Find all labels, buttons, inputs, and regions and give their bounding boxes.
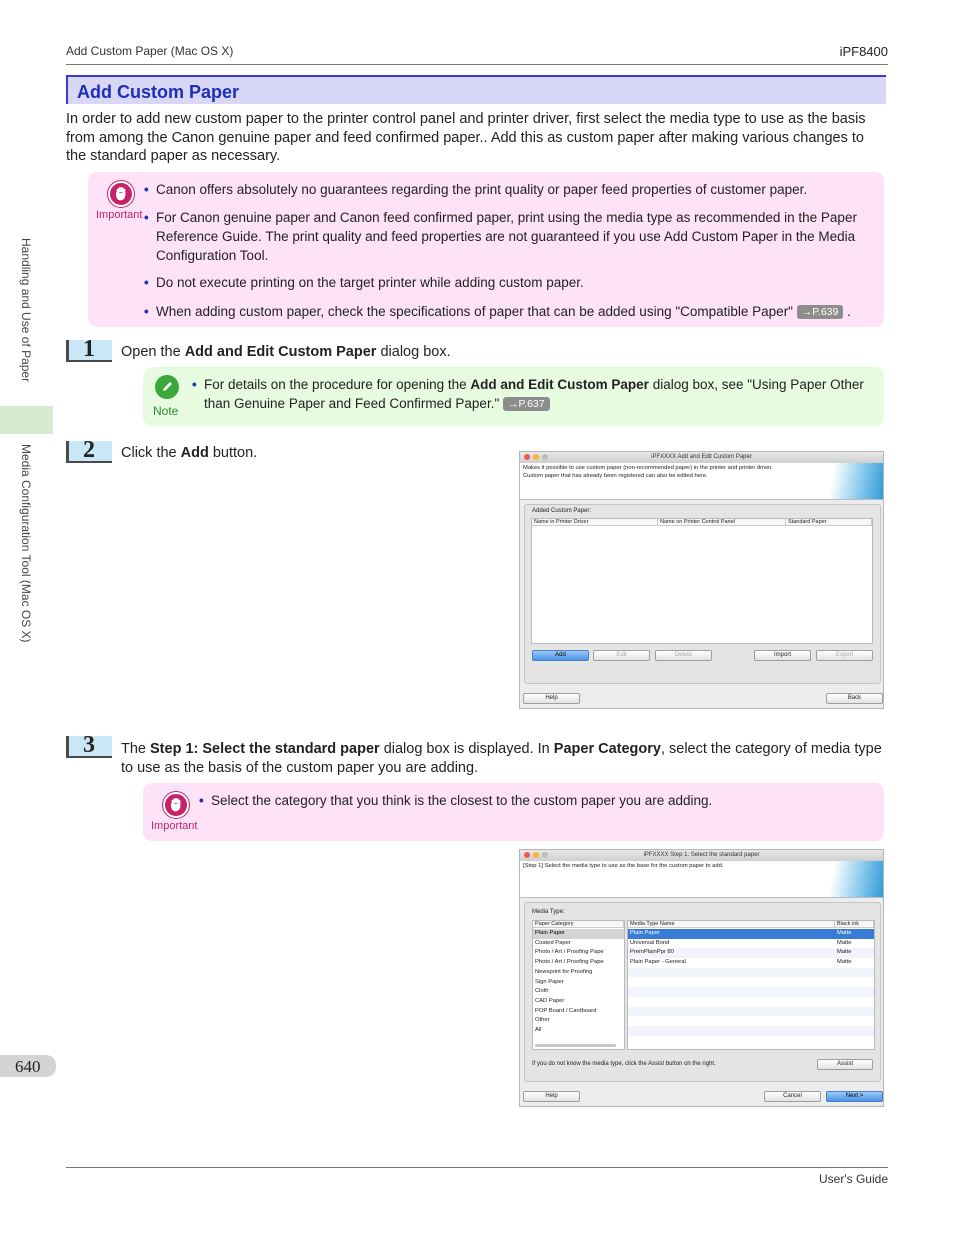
- paper-category-list[interactable]: Paper Category Plain Paper Coated Paper Photo / Art / Proofing Pape Photo / Art / Proofing Pape Newsprint for Proofing Sign Paper Cloth CAD Paper POP Board / Cardboard Other All: [532, 920, 625, 1050]
- next-button[interactable]: Next >: [826, 1091, 883, 1102]
- table-row[interactable]: PremPlainPpr 80 Matte: [628, 948, 874, 958]
- footer-text: User's Guide: [819, 1172, 888, 1186]
- side-index-tab: [0, 406, 53, 434]
- assist-button[interactable]: Assist: [817, 1059, 873, 1070]
- side-index-upper: Handling and Use of Paper: [19, 238, 33, 383]
- group-label: Media Type:: [532, 909, 565, 915]
- step-2-text: Click the Add button.: [121, 445, 258, 461]
- note-box: [143, 367, 884, 426]
- help-button[interactable]: Help: [523, 693, 580, 704]
- back-button[interactable]: Back: [826, 693, 883, 704]
- side-index-lower: Media Configuration Tool (Mac OS X): [19, 444, 33, 643]
- paper-roll-art: [821, 861, 883, 897]
- group-label: Added Custom Paper:: [532, 508, 592, 514]
- empty-row: [628, 1026, 874, 1036]
- export-button[interactable]: Export: [816, 650, 873, 661]
- important-box: [88, 172, 884, 327]
- page-number-tab: [0, 1055, 56, 1077]
- page-reference-link[interactable]: →P.637: [503, 397, 550, 411]
- important-box-2: [143, 783, 884, 841]
- empty-row: [628, 1007, 874, 1017]
- help-button[interactable]: Help: [523, 1091, 580, 1102]
- step-3-text: The Step 1: Select the standard paper dialog box is displayed. In Paper Category, select the category of media type to use as the basis of the custom paper you are adding.: [121, 741, 882, 776]
- dialog-title: iPFXXXX Add and Edit Custom Paper: [651, 454, 752, 460]
- hand-stop-icon: [108, 181, 134, 207]
- table-row[interactable]: Universal Bond Matte: [630, 939, 852, 946]
- paper-roll-art: [821, 463, 883, 499]
- added-custom-paper-group: [524, 504, 881, 684]
- cancel-button[interactable]: Cancel: [764, 1091, 821, 1102]
- empty-row: [628, 968, 874, 978]
- step-number-1: 1: [66, 340, 112, 362]
- important-label: Important: [151, 820, 198, 832]
- media-type-table[interactable]: Media Type Name Black ink Plain Paper Matte Universal Bond Matte PremPlainPpr 80 Matte Plain Paper - General Matte: [627, 920, 875, 1050]
- important-bullet-2: • For Canon genuine paper and Canon feed confirmed paper, print using the media type as recommended in the Paper Reference Guide. The print quality and feed properties are not guaranteed if you use Add Custom Paper in the Media Configuration Tool.: [144, 210, 857, 263]
- important-bullet-1: • Select the category that you think is the closest to the custom paper you are adding.: [199, 793, 713, 808]
- pencil-check-icon: [155, 375, 179, 399]
- running-header-left: Add Custom Paper (Mac OS X): [66, 44, 234, 58]
- assist-hint: If you do not know the media type, click the Assist button on the right.: [532, 1061, 716, 1067]
- footer-rule: [66, 1167, 888, 1168]
- note-label: Note: [153, 404, 179, 418]
- section-title-bar: [66, 75, 886, 104]
- media-type-group: [524, 902, 881, 1082]
- table-row[interactable]: Plain Paper Matte: [628, 929, 874, 939]
- dialog-description: [Step 1] Select the media type to use as the base for the custom paper to add.: [520, 861, 883, 898]
- step-1-text: Open the Add and Edit Custom Paper dialog box.: [121, 344, 451, 360]
- step-number-2: 2: [66, 441, 112, 463]
- important-bullet-1: • Canon offers absolutely no guarantees regarding the print quality or paper feed properties of customer paper.: [144, 182, 808, 197]
- important-bullet-4: • When adding custom paper, check the specifications of paper that can be added using "Compatible Paper" →P.639 .: [144, 304, 851, 319]
- add-button[interactable]: Add: [532, 650, 589, 661]
- dialog-description: Makes it possible to use custom paper (non-recommended paper) in the printer and printer driver. Custom paper that has already been registered can also be edited here.: [520, 463, 883, 500]
- step-number-3: 3: [66, 736, 112, 758]
- important-label: Important: [96, 209, 143, 221]
- horizontal-scrollbar[interactable]: [535, 1044, 616, 1047]
- running-header-right: iPF8400: [839, 44, 888, 59]
- empty-row: [628, 987, 874, 997]
- dialog-title: iPFXXXX Step 1: Select the standard paper: [643, 852, 760, 858]
- important-bullet-3: • Do not execute printing on the target printer while adding custom paper.: [144, 275, 584, 290]
- section-title: Add Custom Paper: [77, 82, 240, 102]
- add-edit-custom-paper-dialog: [519, 451, 884, 709]
- custom-paper-table[interactable]: Name in Printer Driver Name on Printer Control Panel Standard Paper: [531, 518, 873, 644]
- select-standard-paper-dialog: [519, 849, 884, 1107]
- hand-stop-icon: [163, 792, 189, 818]
- header-rule: [66, 64, 888, 65]
- page-number: 640: [15, 1057, 41, 1076]
- note-bullet: • For details on the procedure for opening the Add and Edit Custom Paper dialog box, see "Using Paper Other than Genuine Paper and Feed Confirmed Paper." →P.637: [192, 377, 864, 411]
- page-reference-link[interactable]: →P.639: [797, 305, 844, 319]
- table-row[interactable]: Plain Paper - General Matte: [630, 959, 852, 966]
- edit-button[interactable]: Edit: [593, 650, 650, 661]
- intro-paragraph: In order to add new custom paper to the printer control panel and printer driver, first select the media type to use as the basis from among the Canon genuine paper and feed confirmed paper.. Add this as custom paper after making various changes to the standard paper as necessary.: [66, 111, 866, 164]
- import-button[interactable]: Import: [754, 650, 811, 661]
- delete-button[interactable]: Delete: [655, 650, 712, 661]
